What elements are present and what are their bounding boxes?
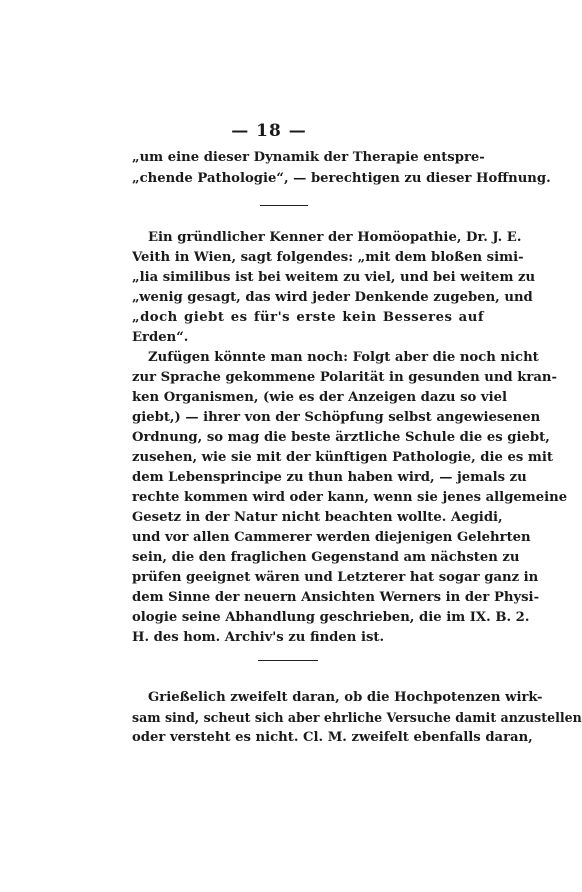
text-line: und vor allen Cammerer werden diejenigen Gelehrten [132,530,531,545]
text-line: „lia similibus ist bei weitem zu viel, und bei weitem zu [132,270,536,285]
page-number: — 18 — [231,121,307,141]
text-line: zusehen, wie sie mit der künftigen Pathologie, die es mit [132,450,553,465]
text-line: dem Lebensprincipe zu thun haben wird, — jemals zu [132,470,527,485]
text-line: „wenig gesagt, das wird jeder Denkende zugeben, und [132,290,533,305]
text-line: ologie seine Abhandlung geschrieben, die im IX. B. 2. [132,610,530,625]
text-line: dem Sinne der neuern Ansichten Werners in der Physi- [132,590,540,605]
text-line: „um eine dieser Dynamik der Therapie entspre- [132,150,485,165]
text-line: zur Sprache gekommene Polarität in gesunden und kran- [132,370,557,385]
text-line: Grießelich zweifelt daran, ob die Hochpotenzen wirk- [148,690,543,705]
text-line: „chende Pathologie“, — berechtigen zu dieser Hoffnung. [132,171,551,186]
text-line: oder versteht es nicht. Cl. M. zweifelt ebenfalls daran, [132,730,533,745]
text-line: giebt,) — ihrer von der Schöpfung selbst angewiesenen [132,410,541,425]
text-line: sein, die den fraglichen Gegenstand am nächsten zu [132,550,520,565]
text-line: „doch giebt es für's erste kein Besseres auf [132,310,484,325]
text-line: ken Organismen, (wie es der Anzeigen dazu so viel [132,390,508,405]
text-line: Gesetz in der Natur nicht beachten wollte. Aegidi, [132,510,503,525]
section-divider [258,660,318,661]
text-line: Veith in Wien, sagt folgendes: „mit dem bloßen simi- [132,250,524,265]
text-line: H. des hom. Archiv's zu finden ist. [132,630,385,645]
text-line: prüfen geeignet wären und Letzterer hat sogar ganz in [132,570,539,585]
text-line: Erden“. [132,330,189,345]
text-line: Ein gründlicher Kenner der Homöopathie, Dr. J. E. [148,230,522,245]
text-line: Ordnung, so mag die beste ärztliche Schule die es giebt, [132,430,550,445]
text-line: rechte kommen wird oder kann, wenn sie jenes allgemeine [132,490,568,505]
section-divider [260,205,308,206]
text-line: Zufügen könnte man noch: Folgt aber die noch nicht [148,350,539,365]
text-line: sam sind, scheut sich aber ehrliche Versuche damit anzustellen [132,710,582,725]
